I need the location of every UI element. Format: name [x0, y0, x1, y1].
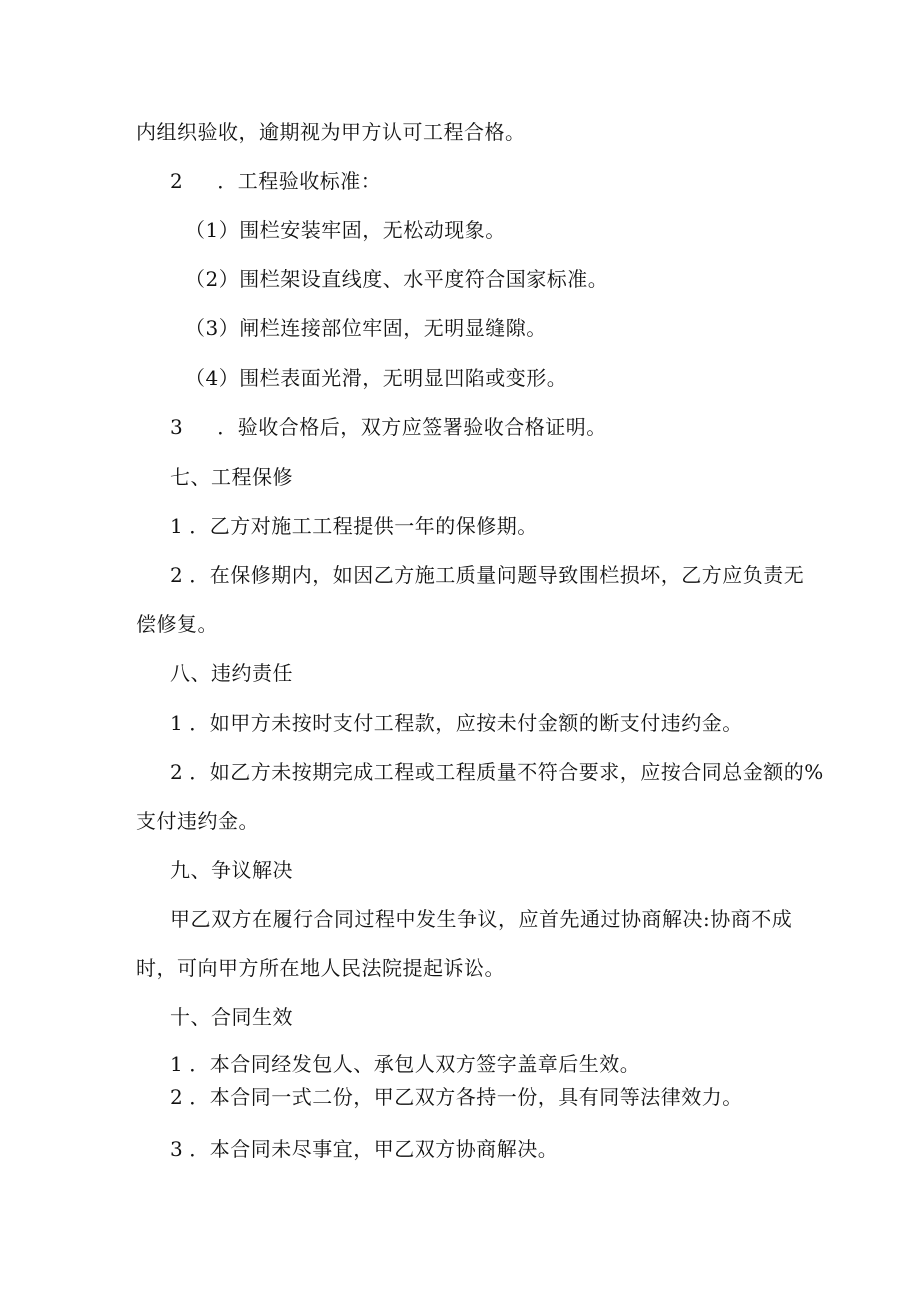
- sub-clause-item: [185, 364, 567, 392]
- text: 时，可向甲方所在地人民法院提起诉讼。: [136, 956, 505, 980]
- clause-item: [170, 1135, 558, 1163]
- clause-item: [170, 1050, 640, 1078]
- text: 内组织验收，逾期视为甲方认可工程合格。: [136, 120, 526, 144]
- clause-number: 3: [170, 1137, 184, 1161]
- paragraph-line: [136, 610, 218, 638]
- clause-text: ．在保修期内，如因乙方施工质量问题导致围栏损坏，乙方应负责无: [189, 563, 805, 587]
- section-heading-text: 十、合同生效: [170, 1005, 293, 1029]
- clause-item: [170, 512, 538, 540]
- section-heading-text: 七、工程保修: [170, 465, 293, 489]
- sub-clause-text: （3）闸栏连接部位牢固，无明显缝隙。: [185, 316, 547, 340]
- sub-clause-item: [185, 314, 547, 342]
- sub-clause-text: （2）围栏架设直线度、水平度符合国家标准。: [185, 267, 609, 291]
- clause-item: [170, 1083, 743, 1111]
- clause-text: ．如甲方未按时支付工程款，应按未付金额的断支付违约金。: [189, 711, 743, 735]
- text: 偿修复。: [136, 612, 218, 636]
- paragraph-line: [170, 905, 792, 933]
- clause-item: [170, 709, 743, 737]
- clause-text: ．工程验收标准：: [217, 169, 382, 193]
- clause-number: 2: [170, 1085, 184, 1109]
- section-heading: [170, 463, 293, 491]
- clause-text: ．本合同一式二份，甲乙双方各持一份，具有同等法律效力。: [189, 1085, 743, 1109]
- clause-number: 2: [170, 760, 184, 784]
- clause-text: ．如乙方未按期完成工程或工程质量不符合要求，应按合同总金额的%: [189, 760, 824, 784]
- sub-clause-item: [185, 216, 506, 244]
- clause-item: [170, 167, 381, 195]
- paragraph-line: [136, 807, 259, 835]
- section-heading: [170, 856, 293, 884]
- clause-text: ．本合同经发包人、承包人双方签字盖章后生效。: [189, 1052, 641, 1076]
- section-heading-text: 八、违约责任: [170, 661, 293, 685]
- text: 甲乙双方在履行合同过程中发生争议，应首先通过协商解决:协商不成: [170, 907, 793, 931]
- sub-clause-item: [185, 265, 608, 293]
- paragraph-line: [136, 954, 505, 982]
- clause-item: [170, 758, 824, 786]
- clause-text: ．本合同未尽事宜，甲乙双方协商解决。: [189, 1137, 559, 1161]
- clause-text: ．乙方对施工工程提供一年的保修期。: [189, 514, 538, 538]
- clause-number: 1: [170, 514, 184, 538]
- section-heading-text: 九、争议解决: [170, 858, 293, 882]
- clause-number: 1: [170, 711, 184, 735]
- sub-clause-text: （4）围栏表面光滑，无明显凹陷或变形。: [185, 366, 568, 390]
- clause-number: 2: [170, 563, 184, 587]
- clause-number: 1: [170, 1052, 184, 1076]
- clause-item: [170, 413, 607, 441]
- clause-item: [170, 561, 804, 589]
- sub-clause-text: （1）围栏安装牢固，无松动现象。: [185, 218, 506, 242]
- clause-text: ．验收合格后，双方应签署验收合格证明。: [217, 415, 607, 439]
- section-heading: [170, 659, 293, 687]
- clause-number: 3: [170, 415, 184, 439]
- paragraph-line: [136, 118, 526, 146]
- text: 支付违约金。: [136, 809, 259, 833]
- section-heading: [170, 1003, 293, 1031]
- clause-number: 2: [170, 169, 184, 193]
